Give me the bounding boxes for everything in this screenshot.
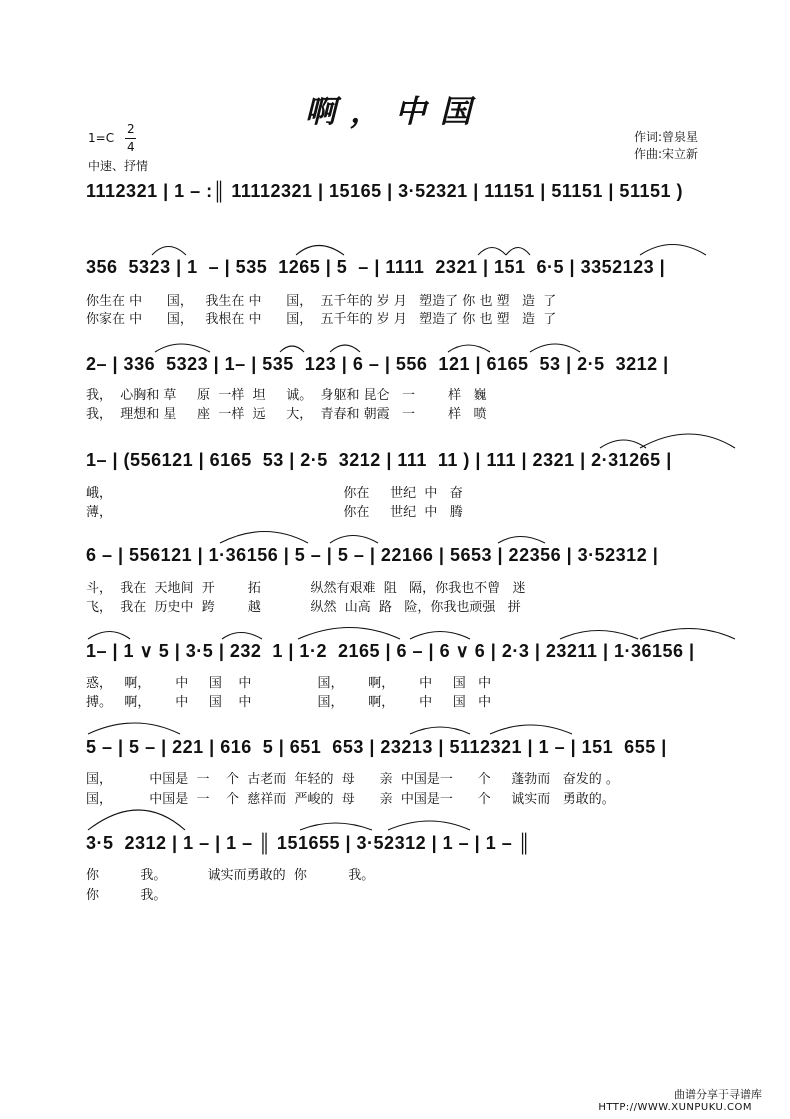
composer-credit: 作曲:宋立新 bbox=[634, 147, 699, 161]
notes-line: 3·5 2312 | 1 – | 1 – ║ 151655 | 3·52312 | 1 – | 1 – ║ bbox=[86, 833, 531, 853]
notes-line: 5 – | 5 – | 221 | 616 5 | 651 653 | 23213 | 5112321 | 1 – | 151 655 | bbox=[86, 737, 667, 757]
footer-site-url: HTTP://WWW.XUNPUKU.COM bbox=[598, 1102, 752, 1113]
key-signature: 1=C bbox=[88, 131, 115, 145]
notes-line: 1112321 | 1 – :║ 11112321 | 15165 | 3·52321 | 11151 | 51151 | 51151 ) bbox=[86, 181, 683, 201]
song-title: 啊，中国 bbox=[305, 94, 485, 130]
lyrics-verse-1: 国， 中国是 一 个 古老而 年轻的 母 亲 中国是一 个 蓬勃而 奋发的 。 bbox=[86, 772, 619, 787]
lyrics-verse-2: 你 我。 bbox=[86, 888, 167, 903]
notes-line: 356 5323 | 1 – | 535 1265 | 5 – | 1111 2321 | 151 6·5 | 3352123 | bbox=[86, 257, 666, 277]
lyrics-verse-1: 你 我。 诚实而勇敢的 你 我。 bbox=[86, 868, 375, 883]
tempo-marking: 中速、抒情 bbox=[88, 159, 149, 173]
notes-line: 1– | 1 ∨ 5 | 3·5 | 232 1 | 1·2 2165 | 6 – | 6 ∨ 6 | 2·3 | 23211 | 1·36156 | bbox=[86, 641, 695, 661]
lyrics-verse-1: 峨， 你在 世纪 中 奋 bbox=[86, 486, 463, 501]
lyrics-verse-1: 斗， 我在 天地间 开 拓 纵然有艰难 阻 隔，你我也不曾 迷 bbox=[86, 581, 526, 596]
notes-line: 1– | (556121 | 6165 53 | 2·5 3212 | 111 11 ) | 111 | 2321 | 2·31265 | bbox=[86, 450, 672, 470]
lyrics-verse-2: 我， 理想和 星 座 一样 远 大， 青春和 朝霞 一 样 喷 bbox=[86, 407, 487, 422]
lyrics-verse-1: 你生在 中 国， 我生在 中 国， 五千年的 岁 月 塑造了 你 也 塑 造 了 bbox=[86, 294, 557, 309]
notes-line: 6 – | 556121 | 1·36156 | 5 – | 5 – | 22166 | 5653 | 22356 | 3·52312 | bbox=[86, 545, 659, 565]
lyrics-verse-2: 国， 中国是 一 个 慈祥而 严峻的 母 亲 中国是一 个 诚实而 勇敢的。 bbox=[86, 792, 615, 807]
lyrics-verse-1: 我， 心胸和 草 原 一样 坦 诚。 身躯和 昆仑 一 样 巍 bbox=[86, 388, 487, 403]
lyrics-verse-2: 你家在 中 国， 我根在 中 国， 五千年的 岁 月 塑造了 你 也 塑 造 了 bbox=[86, 312, 557, 327]
time-signature-top: 2 bbox=[127, 122, 135, 136]
lyricist-credit: 作词:曾泉星 bbox=[634, 130, 699, 144]
notes-line: 2– | 336 5323 | 1– | 535 123 | 6 – | 556 121 | 6165 53 | 2·5 3212 | bbox=[86, 354, 669, 374]
lyrics-verse-1: 惑， 啊， 中 国 中 国， 啊， 中 国 中 bbox=[86, 676, 492, 691]
lyrics-verse-2: 薄， 你在 世纪 中 腾 bbox=[86, 505, 463, 520]
lyrics-verse-2: 搏。 啊， 中 国 中 国， 啊， 中 国 中 bbox=[86, 695, 492, 710]
lyrics-verse-2: 飞， 我在 历史中 跨 越 纵然 山高 路 险，你我也顽强 拼 bbox=[86, 600, 521, 615]
time-signature-bottom: 4 bbox=[127, 140, 135, 154]
footer-site-name: 曲谱分享于寻谱库 bbox=[674, 1088, 762, 1101]
